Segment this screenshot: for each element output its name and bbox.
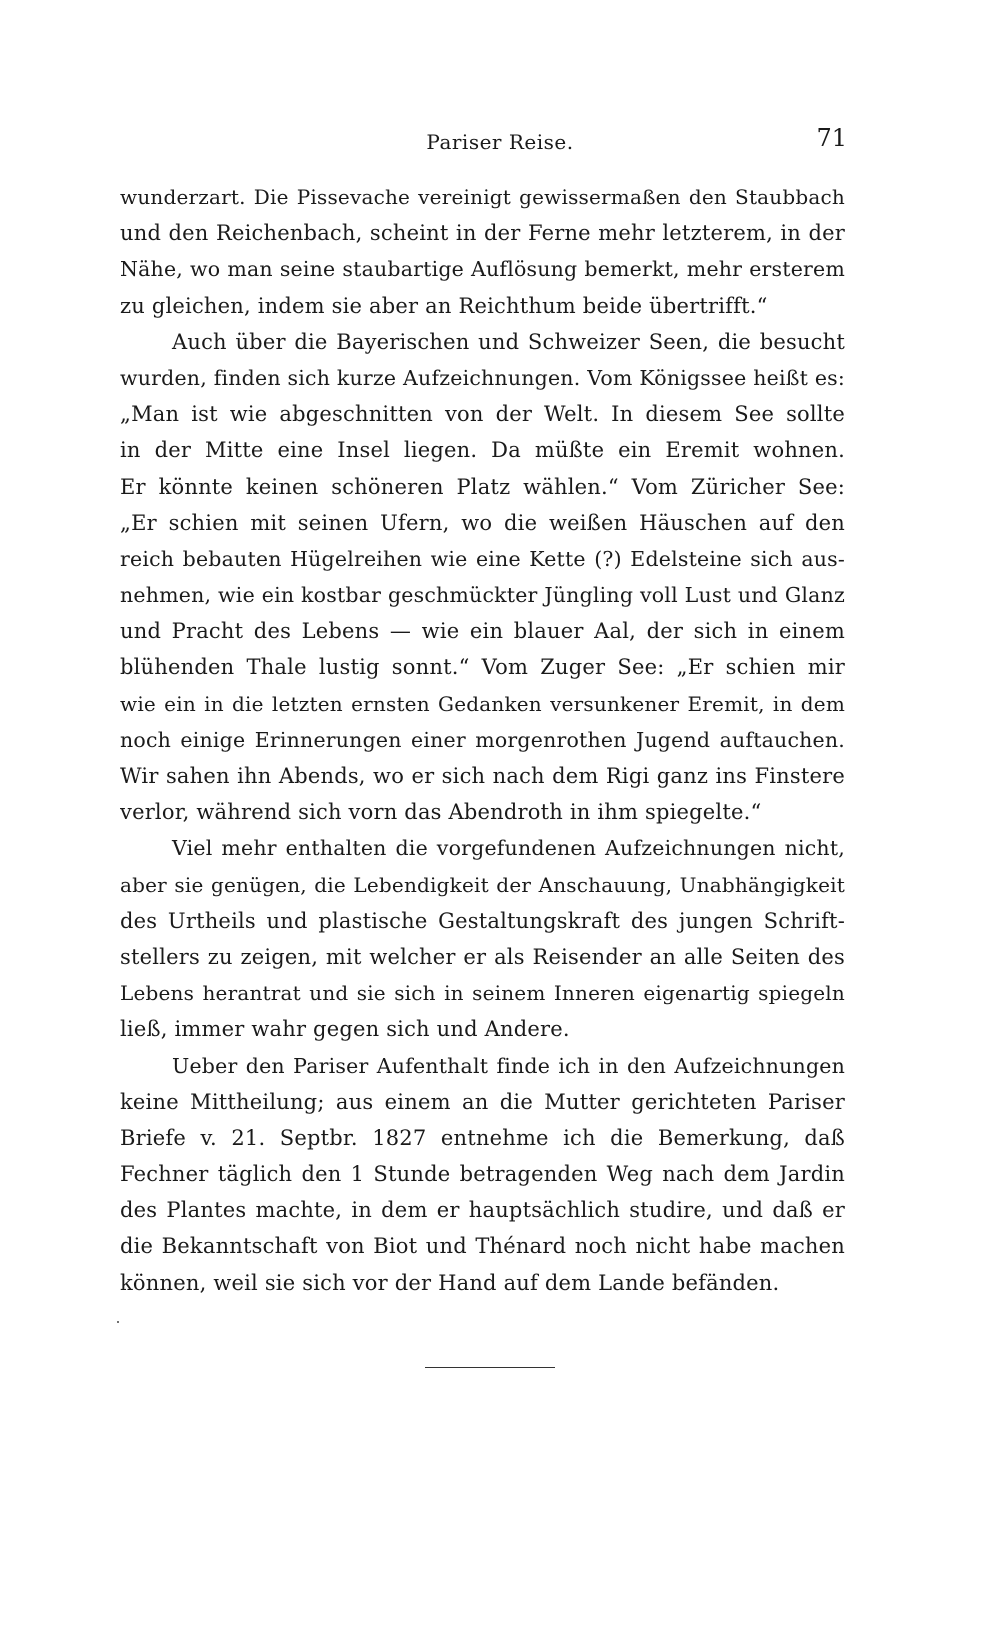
paragraph-start-line: Viel mehr enthalten die vorgefundenen Aufzeichnungen nicht, — [172, 836, 845, 861]
text-line: wurden, finden sich kurze Aufzeichnungen. Vom Königssee heißt es: — [120, 365, 845, 390]
text-line: blühenden Thale lustig sonnt.“ Vom Zuger See: „Er schien mir — [120, 655, 845, 680]
text-line: Wir sahen ihn Abends, wo er sich nach dem Rigi ganz ins Finstere — [120, 764, 845, 788]
text-line: und den Reichenbach, scheint in der Ferne mehr letzterem, in der — [120, 221, 845, 246]
print-speck — [117, 1321, 119, 1323]
text-line: nehmen, wie ein kostbar geschmückter Jüngling voll Lust und Glanz — [120, 583, 845, 608]
running-head — [0, 124, 1000, 160]
text-line: Briefe v. 21. Septbr. 1827 entnehme ich die Bemerkung, daß — [120, 1125, 845, 1150]
paragraph-start-line: Ueber den Pariser Aufenthalt finde ich in den Aufzeichnungen — [172, 1053, 845, 1078]
text-line: ließ, immer wahr gegen sich und Andere. — [120, 1017, 570, 1042]
text-line: „Man ist wie abgeschnitten von der Welt. In diesem See sollte — [120, 402, 845, 427]
text-line: Nähe, wo man seine staubartige Auflösung bemerkt, mehr ersterem — [120, 257, 845, 282]
text-line: des Plantes machte, in dem er hauptsächlich studire, und daß er — [120, 1198, 845, 1223]
text-line: Lebens herantrat und sie sich in seinem Inneren eigenartig spiegeln — [120, 981, 845, 1006]
text-line: noch einige Erinnerungen einer morgenrothen Jugend auftauchen. — [120, 727, 845, 752]
text-line: zu gleichen, indem sie aber an Reichthum beide übertrifft.“ — [120, 293, 768, 318]
running-title: Pariser Reise. — [426, 130, 574, 154]
text-line: Fechner täglich den 1 Stunde betragenden Weg nach dem Jardin — [120, 1162, 845, 1187]
text-line: können, weil sie sich vor der Hand auf dem Lande befänden. — [120, 1270, 780, 1295]
text-line: aber sie genügen, die Lebendigkeit der Anschauung, Unabhängigkeit — [120, 872, 845, 897]
text-line: „Er schien mit seinen Ufern, wo die weißen Häuschen auf den — [120, 510, 845, 535]
text-line: Er könnte keinen schöneren Platz wählen.“ Vom Züricher See: — [120, 474, 845, 499]
text-line: wunderzart. Die Pissevache vereinigt gewissermaßen den Staubbach — [120, 185, 845, 209]
text-line: und Pracht des Lebens — wie ein blauer Aal, der sich in einem — [120, 619, 845, 644]
text-line: wie ein in die letzten ernsten Gedanken versunkener Eremit, in dem — [120, 691, 845, 716]
body-text — [120, 179, 845, 1301]
section-rule — [425, 1367, 555, 1368]
text-line: reich bebauten Hügelreihen wie eine Kette (?) Edelsteine sich aus- — [120, 546, 845, 571]
text-line: verlor, während sich vorn das Abendroth in ihm spiegelte.“ — [120, 800, 762, 825]
page-number: 71 — [816, 124, 847, 152]
text-line: stellers zu zeigen, mit welcher er als Reisender an alle Seiten des — [120, 944, 845, 969]
text-line: in der Mitte eine Insel liegen. Da müßte ein Eremit wohnen. — [120, 438, 845, 463]
paragraph-start-line: Auch über die Bayerischen und Schweizer Seen, die besucht — [172, 329, 845, 354]
text-line: die Bekanntschaft von Biot und Thénard noch nicht habe machen — [120, 1234, 845, 1259]
text-line: keine Mittheilung; aus einem an die Mutter gerichteten Pariser — [120, 1089, 845, 1114]
text-line: des Urtheils und plastische Gestaltungskraft des jungen Schrift- — [120, 908, 845, 933]
